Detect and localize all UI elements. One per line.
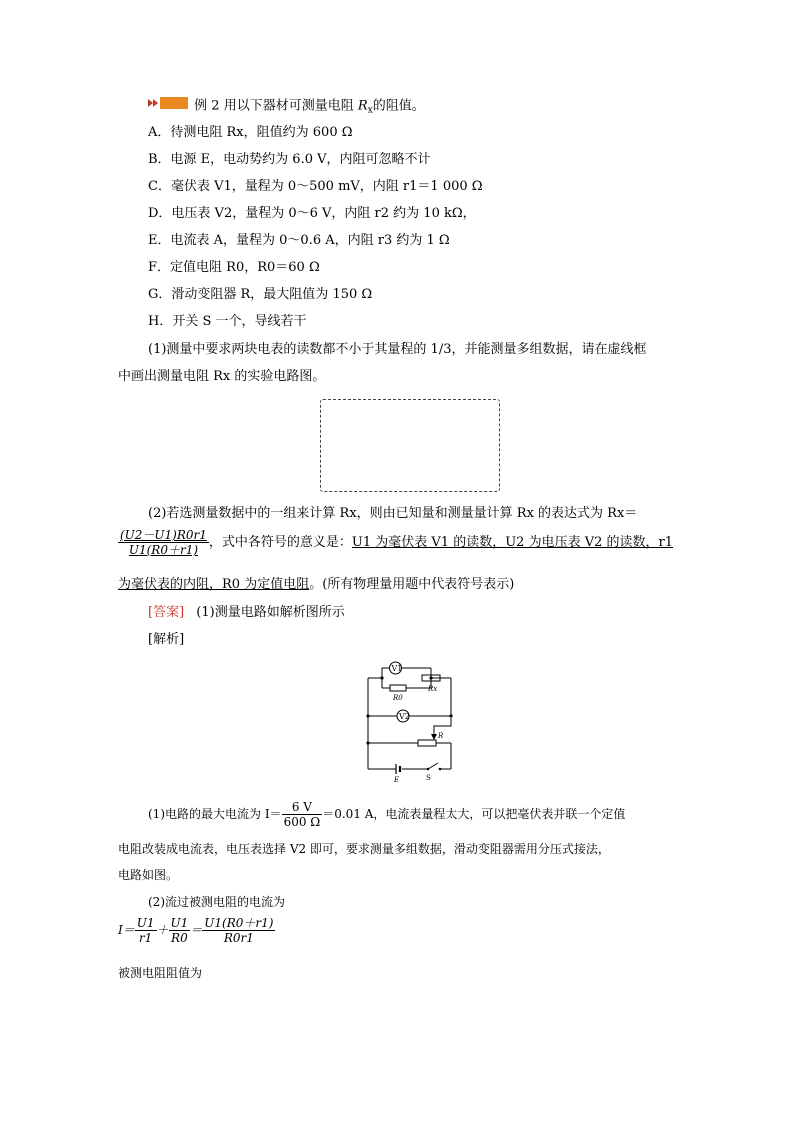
item-e: E．电流表 A，量程为 0～0.6 A，内阻 r3 约为 1 Ω bbox=[148, 233, 450, 248]
question-1-line1: (1)测量中要求两块电表的读数都不小于其量程的 1/3，并能测量多组数据，请在虚线框 bbox=[148, 342, 647, 357]
prompt-tail: 的阻值。 bbox=[372, 98, 425, 114]
item-g: G．滑动变阻器 R，最大阻值为 150 Ω bbox=[148, 287, 373, 302]
s-label: S bbox=[426, 774, 431, 782]
r0-label: R0 bbox=[393, 694, 403, 702]
answer-label: [答案] bbox=[148, 605, 185, 620]
drawing-box bbox=[320, 399, 500, 492]
symbol-meaning-1: U1 为毫伏表 V1 的读数，U2 为电压表 V2 的读数，r1 bbox=[351, 535, 673, 550]
v1-label: V1 bbox=[391, 664, 403, 673]
question-2-line1: (2)若选测量数据中的一组来计算 Rx，则由已知量和测量量计算 Rx 的表达式为 Rx＝ bbox=[148, 506, 638, 521]
e-label: E bbox=[394, 776, 400, 784]
question-2-line3: 为毫伏表的内阻，R0 为定值电阻。(所有物理量用题中代表符号表示) bbox=[118, 577, 515, 592]
prompt-var-sub: x bbox=[367, 105, 373, 116]
current-fraction: $\frac{6 V}{600 \Omega}$ bbox=[283, 800, 321, 829]
rx-label: Rx bbox=[428, 685, 438, 693]
problem-header bbox=[148, 96, 425, 120]
item-a: A．待测电阻 Rx，阻值约为 600 Ω bbox=[148, 125, 353, 140]
circuit-diagram bbox=[360, 656, 460, 786]
analysis-p2-line1: (2)流过被测电阻的电流为 bbox=[148, 895, 285, 909]
question-1-line2: 中画出测量电阻 Rx 的实验电路图。 bbox=[118, 369, 326, 384]
example-prompt: 用以下器材可测量电阻 bbox=[223, 98, 354, 114]
analysis-p1-line3: 电路如图。 bbox=[118, 868, 179, 882]
analysis-label: [解析] bbox=[148, 632, 185, 647]
example-label: 例 2 bbox=[194, 98, 220, 114]
analysis-p1-line2: 电阻改装成电流表，电压表选择 V2 即可，要求测量多组数据，滑动变阻器需用分压式接法， bbox=[118, 842, 610, 856]
arrow-badge-icon bbox=[148, 96, 190, 116]
item-b: B．电源 E，电动势约为 6.0 V，内阻可忽略不计 bbox=[148, 152, 431, 167]
analysis-p1-line1: (1)电路的最大电流为 I＝ $\frac{6 V}{600 \Omega}$ ＝0.01 A，电流表量程太大，可以把毫伏表并联一个定值 bbox=[148, 800, 626, 829]
item-d: D．电压表 V2，量程为 0～6 V，内阻 r2 约为 10 kΩ， bbox=[148, 206, 476, 221]
answer-text: (1)测量电路如解析图所示 bbox=[196, 605, 345, 620]
r-label: R bbox=[438, 732, 444, 740]
analysis-p2-line3: 被测电阻阻值为 bbox=[118, 966, 203, 980]
symbol-meaning-2: 为毫伏表的内阻，R0 为定值电阻 bbox=[118, 577, 310, 592]
v2-label: V2 bbox=[399, 712, 410, 721]
analysis-p2-equation: I＝ $\frac{U1}{r1}$ ＋ $\frac{U1}{R0}$ ＝ $\frac{U1(R0+r1)}{R0r1}$ bbox=[118, 916, 274, 945]
prompt-var: R bbox=[357, 98, 368, 114]
item-h: H．开关 S 一个，导线若干 bbox=[148, 314, 307, 329]
item-c: C．毫伏表 V1，量程为 0～500 mV，内阻 r1＝1 000 Ω bbox=[148, 179, 483, 194]
answer-line bbox=[148, 604, 345, 622]
question-2-line2: $\frac{(U2-U1)R0r1}{U1(R0+r1)}$ ，式中各符号的意义是：U1 为毫伏表 V1 的读数，U2 为电压表 V2 的读数，r1 bbox=[120, 528, 673, 557]
item-f: F．定值电阻 R0，R0＝60 Ω bbox=[148, 260, 320, 275]
rx-formula: $\frac{(U2-U1)R0r1}{U1(R0+r1)}$ bbox=[120, 528, 207, 557]
